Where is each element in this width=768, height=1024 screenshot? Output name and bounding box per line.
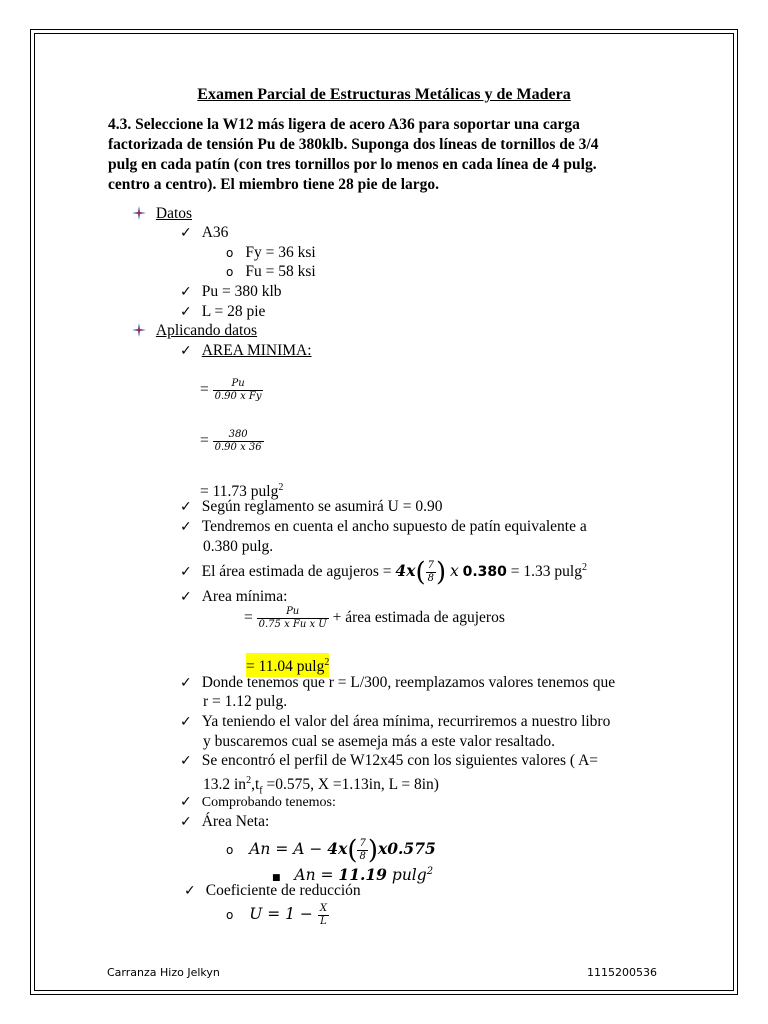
fu-value: Fu = 58 ksi xyxy=(245,263,316,280)
equation-area-min: = $\frac{Pu}{\text{0.75 x Fu x U}}$ + área estimada de agujeros xyxy=(244,606,505,630)
check-icon xyxy=(180,498,192,515)
item-area-neta: ✓ Área Neta: xyxy=(180,812,269,832)
item-libro-line2: y buscaremos cual se asemeja más a este valor resaltado. xyxy=(203,733,556,750)
item-u-rule: ✓ Según reglamento se asumirá U = 0.90 xyxy=(180,497,443,517)
check-icon xyxy=(180,303,192,320)
problem-line: centro a centro). El miembro tiene 28 pie de largo. xyxy=(108,176,440,193)
item-ancho: ✓ Tendremos en cuenta el ancho supuesto de patín equivalente a xyxy=(180,517,587,537)
check-icon xyxy=(180,563,192,580)
item-libro: ✓ Ya teniendo el valor del área mínima, recurriremos a nuestro libro xyxy=(180,712,610,732)
problem-line: pulg en cada patín (con tres tornillos por lo menos en cada línea de 4 pulg. xyxy=(108,156,597,173)
check-icon xyxy=(180,342,192,359)
circle-bullet-icon: o xyxy=(226,265,234,279)
equation-an: o An = A − 4x( $\frac{7}{8}$ )x0.575 xyxy=(226,835,436,866)
check-icon xyxy=(180,588,192,605)
item-radio: ✓ Donde tenemos que r = L/300, reemplazamos valores tenemos que xyxy=(180,673,615,693)
item-radio-line2: r = 1.12 pulg. xyxy=(203,693,288,710)
star-bullet-icon xyxy=(132,206,146,220)
equation-an-result: ■ An = 11.19 pulg$^2$ xyxy=(272,865,434,885)
item-comprobando: ✓ Comprobando tenemos: xyxy=(180,792,336,813)
pu-value: Pu = 380 klb xyxy=(201,283,282,300)
item-agujeros: ✓ El área estimada de agujeros = 4x( $\frac{7}{8}$ ) x 0.380 = 1.33 pulg$^2$ xyxy=(180,558,587,585)
item-pu xyxy=(180,282,282,302)
item-fu xyxy=(226,262,316,282)
item-area-min: ✓ Area mínima: xyxy=(180,587,287,607)
equation-1: = $\frac{Pu}{\text{0.90 x Fy}}$ xyxy=(200,378,262,402)
check-icon xyxy=(180,283,192,300)
problem-line: factorizada de tensión Pu de 380klb. Suponga dos líneas de tornillos de 3/4 xyxy=(108,136,599,153)
datos-heading: Datos xyxy=(155,205,193,222)
area-minima-heading: AREA MINIMA: xyxy=(201,342,312,359)
item-coef: ✓ Coeficiente de reducción xyxy=(184,881,361,901)
square-bullet-icon: ■ xyxy=(272,873,281,884)
item-perfil: ✓ Se encontró el perfil de W12x45 con los siguientes valores ( A= xyxy=(180,751,598,771)
footer-code: 1115200536 xyxy=(587,966,657,979)
check-icon xyxy=(180,713,192,730)
item-fy xyxy=(226,243,316,263)
fraction: $\frac{Pu}{\text{0.90 x Fy}}$ xyxy=(214,378,262,402)
check-icon xyxy=(180,674,192,691)
fraction: $\frac{380}{0.90 x 36}$ xyxy=(214,429,262,453)
fy-value: Fy = 36 ksi xyxy=(245,244,316,261)
aplicando-section xyxy=(132,321,257,341)
equation-3: = 11.73 pulg$^2$ xyxy=(200,482,284,501)
check-icon xyxy=(180,795,192,810)
item-steel xyxy=(180,223,228,243)
circle-bullet-icon: o xyxy=(226,908,234,923)
item-ancho-line2: 0.380 pulg. xyxy=(203,538,274,555)
item-perfil-line2: 13.2 $in^2,t_f =0.575$, X =1.13in, L = 8in) xyxy=(203,775,439,797)
footer-author: Carranza Hizo Jelkyn xyxy=(107,966,220,979)
problem-line: 4.3. Seleccione la W12 más ligera de acero A36 para soportar una carga xyxy=(108,116,580,133)
check-icon xyxy=(184,882,196,899)
circle-bullet-icon: o xyxy=(226,246,234,260)
check-icon xyxy=(180,752,192,769)
document-title: Examen Parcial de Estructuras Metálicas y de Madera xyxy=(197,86,571,103)
equation-u: o U = 1 − $\frac{X}{L}$ xyxy=(226,903,327,927)
check-icon xyxy=(180,813,192,830)
datos-section xyxy=(132,204,192,224)
check-icon xyxy=(180,518,192,535)
l-value: L = 28 pie xyxy=(201,303,266,320)
star-bullet-icon xyxy=(132,323,146,337)
item-area-minima xyxy=(180,341,312,361)
aplicando-heading: Aplicando datos xyxy=(155,322,258,339)
steel-value: A36 xyxy=(201,224,229,241)
problem-statement xyxy=(108,115,598,195)
item-l xyxy=(180,302,265,322)
circle-bullet-icon: o xyxy=(226,843,234,858)
equation-2: = $\frac{380}{0.90 x 36}$ xyxy=(200,429,262,453)
highlighted-result: = 11.04 pulg$^2$ xyxy=(246,653,329,677)
check-icon xyxy=(180,224,192,241)
